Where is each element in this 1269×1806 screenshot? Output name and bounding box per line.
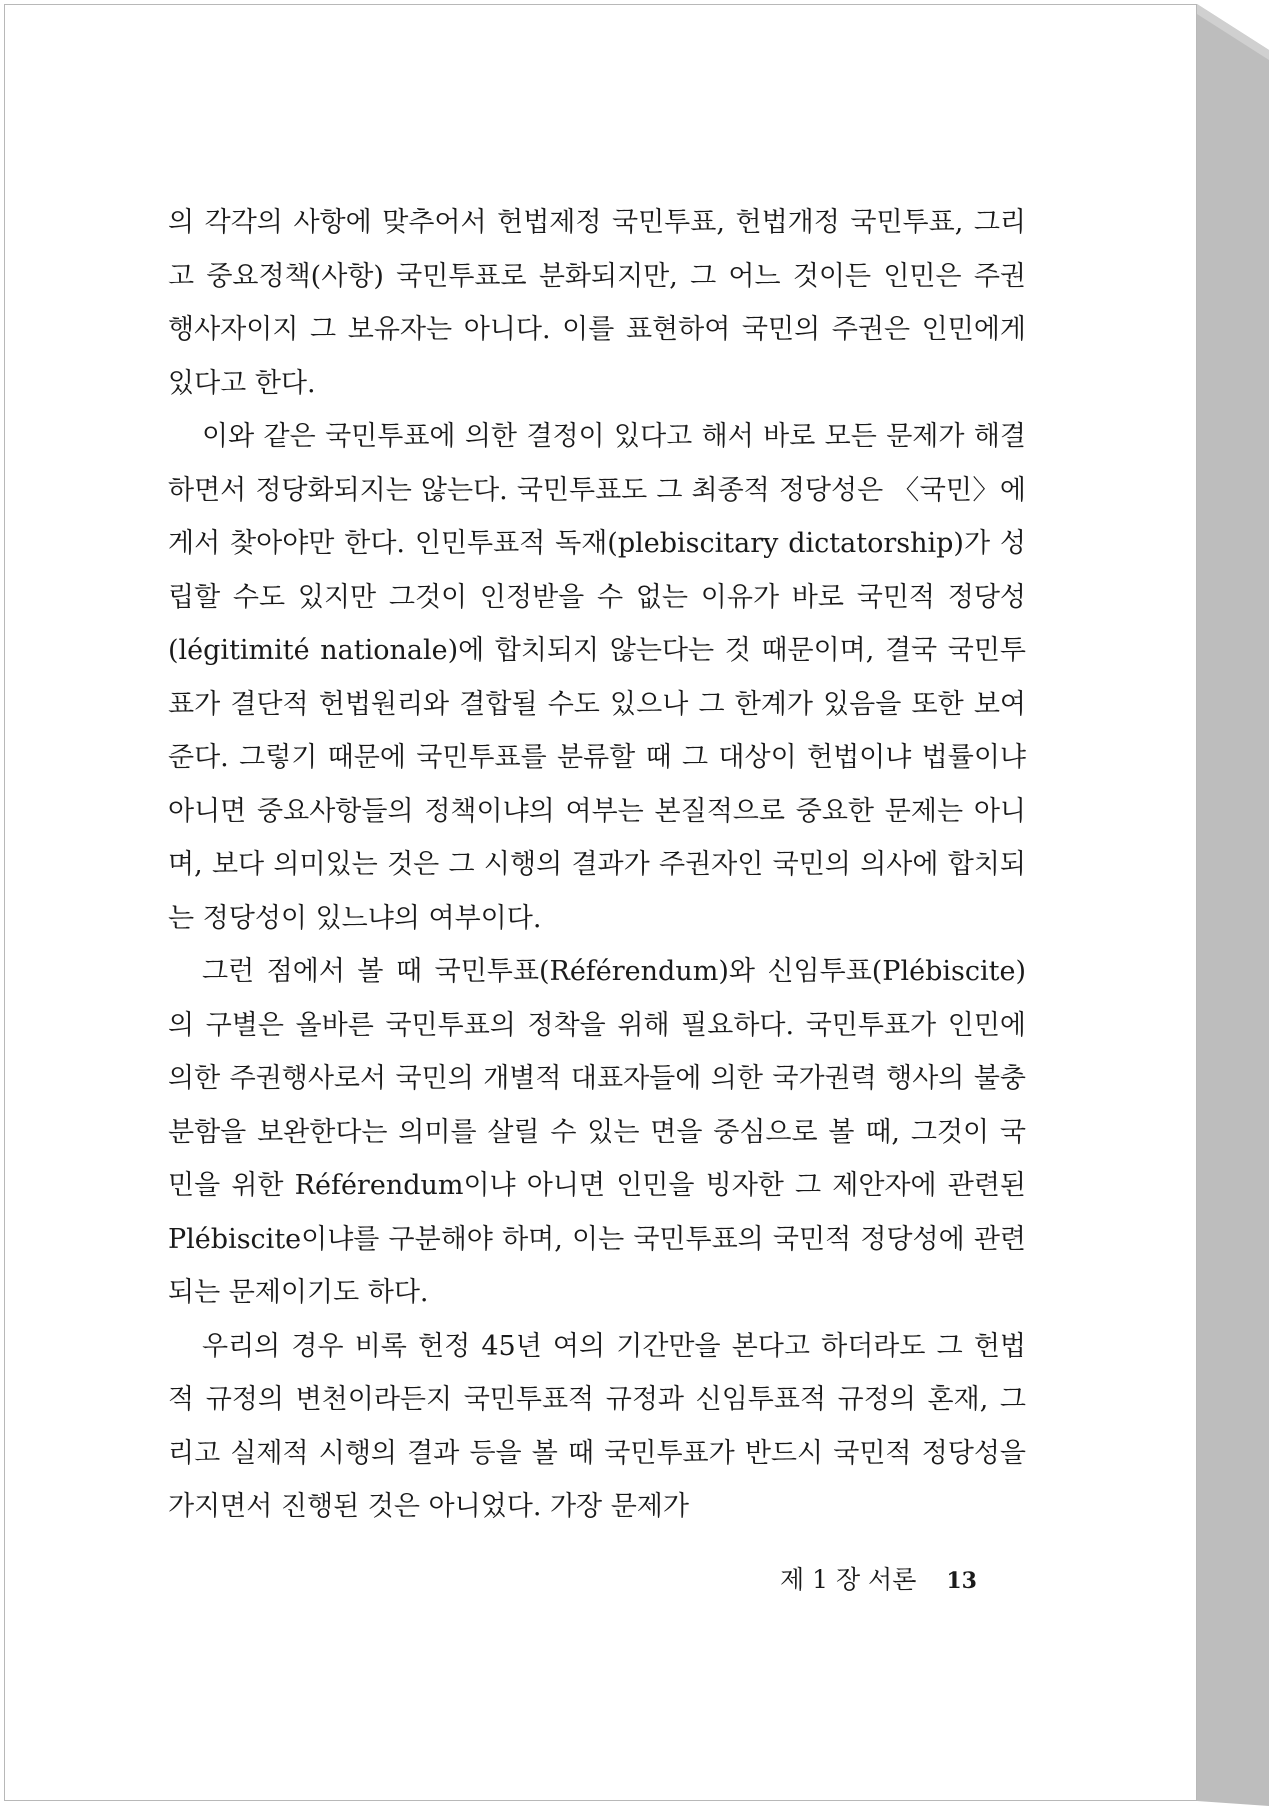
paragraph-4: 우리의 경우 비록 헌정 45년 여의 기간만을 본다고 하더라도 그 헌법적 규정의 변천이라든지 국민투표적 규정과 신임투표적 규정의 혼재, 그리고 실제적 시행의 결과 등을 볼 때 국민투표가 반드시 국민적 정당성을 가지면서 진행된 것은 아니었다. 가장 문제가 — [168, 1330, 1026, 1522]
page-number: 13 — [946, 1568, 977, 1594]
page-footer — [780, 1560, 1020, 1596]
page-body-text — [168, 196, 1026, 1534]
chapter-title: 제 1 장 서론 — [780, 1565, 917, 1594]
paragraph-3: 그런 점에서 볼 때 국민투표(Référendum)와 신임투표(Plébiscite)의 구별은 올바른 국민투표의 정착을 위해 필요하다. 국민투표가 인민에 의한 주권행사로서 국민의 개별적 대표자들에 의한 국가권력 행사의 불충분함을 보완한다는 의미를 살릴 수 있는 면을 중심으로 볼 때, 그것이 국민을 위한 Référendum이냐 아니면 인민을 빙자한 그 제안자에 관련된 Plébiscite이냐를 구분해야 하며, 이는 국민투표의 국민적 정당성에 관련되는 문제이기도 하다. — [168, 956, 1026, 1308]
paragraph-1: 의 각각의 사항에 맞추어서 헌법제정 국민투표, 헌법개정 국민투표, 그리고 중요정책(사항) 국민투표로 분화되지만, 그 어느 것이든 인민은 주권 행사자이지 그 보유자는 아니다. 이를 표현하여 국민의 주권은 인민에게 있다고 한다. — [168, 207, 1026, 399]
paragraph-2: 이와 같은 국민투표에 의한 결정이 있다고 해서 바로 모든 문제가 해결하면서 정당화되지는 않는다. 국민투표도 그 최종적 정당성은 〈국민〉에게서 찾아야만 한다. 인민투표적 독재(plebiscitary dictatorship)가 성립할 수도 있지만 그것이 인정받을 수 없는 이유가 바로 국민적 정당성(légitimité nationale)에 합치되지 않는다는 것 때문이며, 결국 국민투표가 결단적 헌법원리와 결합될 수도 있으나 그 한계가 있음을 또한 보여준다. 그렇기 때문에 국민투표를 분류할 때 그 대상이 헌법이냐 법률이냐 아니면 중요사항들의 정책이냐의 여부는 본질적으로 중요한 문제는 아니며, 보다 의미있는 것은 그 시행의 결과가 주권자인 국민의 의사에 합치되는 정당성이 있느냐의 여부이다. — [168, 421, 1026, 934]
